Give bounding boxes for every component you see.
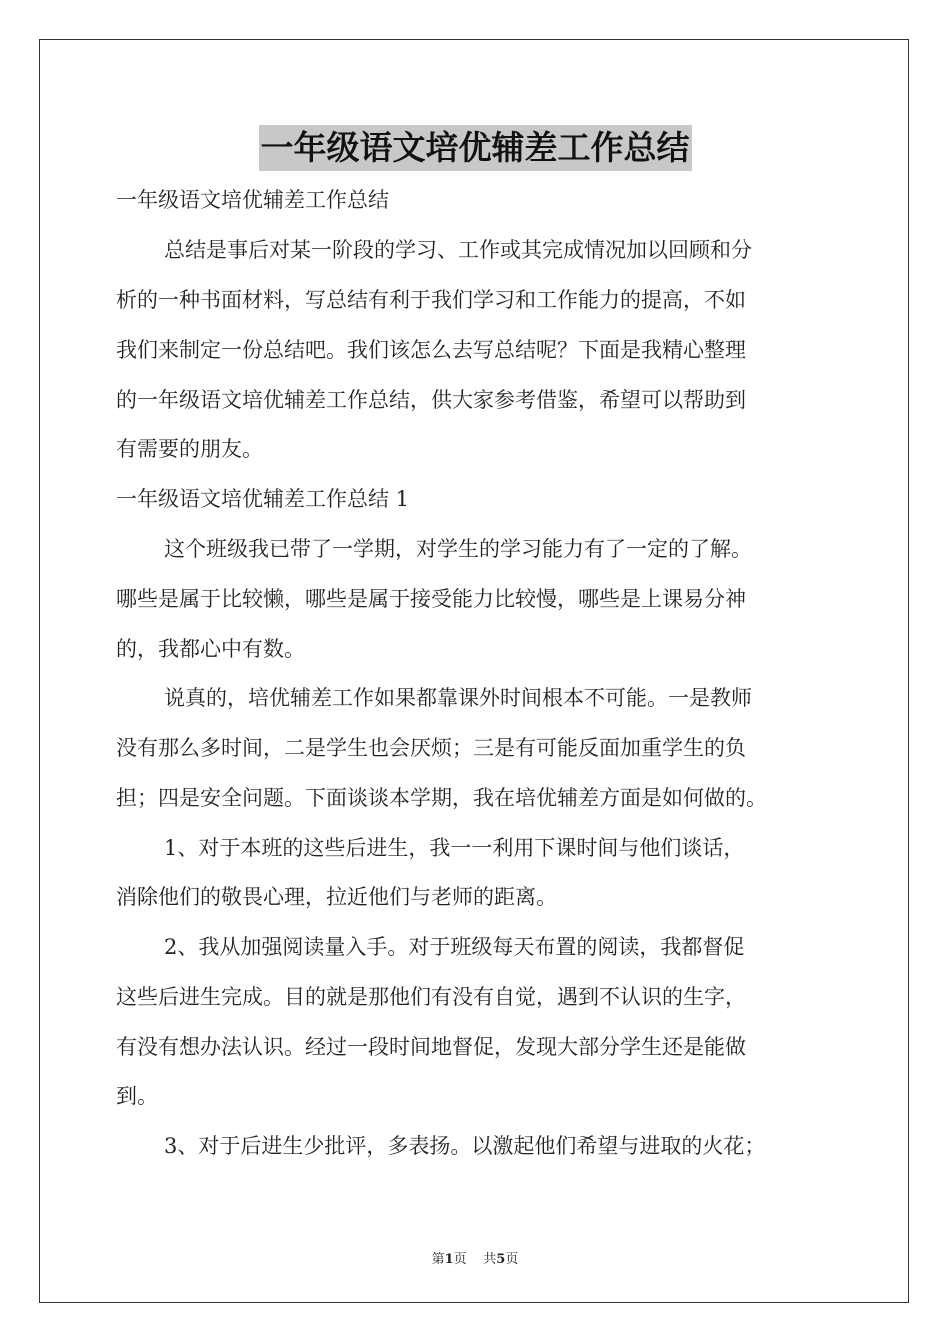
subtitle-line: 一年级语文培优辅差工作总结 bbox=[116, 188, 389, 212]
paragraph-line: 消除他们的敬畏心理，拉近他们与老师的距离。 bbox=[116, 885, 557, 909]
paragraph-line: 到。 bbox=[116, 1084, 158, 1108]
paragraph-line: 有没有想办法认识。经过一段时间地督促，发现大部分学生还是能做 bbox=[116, 1035, 746, 1059]
total-prefix: 共 bbox=[483, 1252, 497, 1267]
page-prefix: 第 bbox=[431, 1252, 445, 1267]
paragraph-line: 2、我从加强阅读量入手。对于班级每天布置的阅读，我都督促 bbox=[164, 935, 745, 959]
paragraph-line: 这些后进生完成。目的就是那他们有没有自觉，遇到不认识的生字， bbox=[116, 985, 746, 1009]
paragraph-line: 说真的，培优辅差工作如果都靠课外时间根本不可能。一是教师 bbox=[164, 686, 752, 710]
paragraph-line: 析的一种书面材料，写总结有利于我们学习和工作能力的提高，不如 bbox=[116, 288, 746, 312]
page-suffix: 页 bbox=[453, 1252, 467, 1267]
paragraph-line: 3、对于后进生少批评，多表扬。以激起他们希望与进取的火花； bbox=[164, 1134, 766, 1158]
paragraph-line: 担；四是安全问题。下面谈谈本学期，我在培优辅差方面是如何做的。 bbox=[116, 786, 767, 810]
total-suffix: 页 bbox=[505, 1252, 519, 1267]
page-current: 1 bbox=[444, 1252, 454, 1267]
paragraph-line: 有需要的朋友。 bbox=[116, 437, 263, 461]
paragraph-line: 哪些是属于比较懒，哪些是属于接受能力比较慢，哪些是上课易分神 bbox=[116, 587, 746, 611]
section-heading: 一年级语文培优辅差工作总结 1 bbox=[116, 487, 410, 511]
paragraph-line: 这个班级我已带了一学期，对学生的学习能力有了一定的了解。 bbox=[164, 537, 752, 561]
paragraph-line: 1、对于本班的这些后进生，我一一利用下课时间与他们谈话， bbox=[164, 836, 745, 860]
paragraph-line: 没有那么多时间，二是学生也会厌烦；三是有可能反面加重学生的负 bbox=[116, 736, 746, 760]
document-title: 一年级语文培优辅差工作总结 bbox=[259, 125, 692, 171]
page-total: 5 bbox=[496, 1252, 506, 1267]
page-footer bbox=[0, 1248, 950, 1267]
paragraph-line: 总结是事后对某一阶段的学习、工作或其完成情况加以回顾和分 bbox=[164, 238, 752, 262]
page-border bbox=[39, 39, 909, 1303]
title-area bbox=[0, 125, 950, 171]
paragraph-line: 我们来制定一份总结吧。我们该怎么去写总结呢？下面是我精心整理 bbox=[116, 338, 746, 362]
paragraph-line: 的一年级语文培优辅差工作总结，供大家参考借鉴，希望可以帮助到 bbox=[116, 388, 746, 412]
paragraph-line: 的，我都心中有数。 bbox=[116, 637, 305, 661]
